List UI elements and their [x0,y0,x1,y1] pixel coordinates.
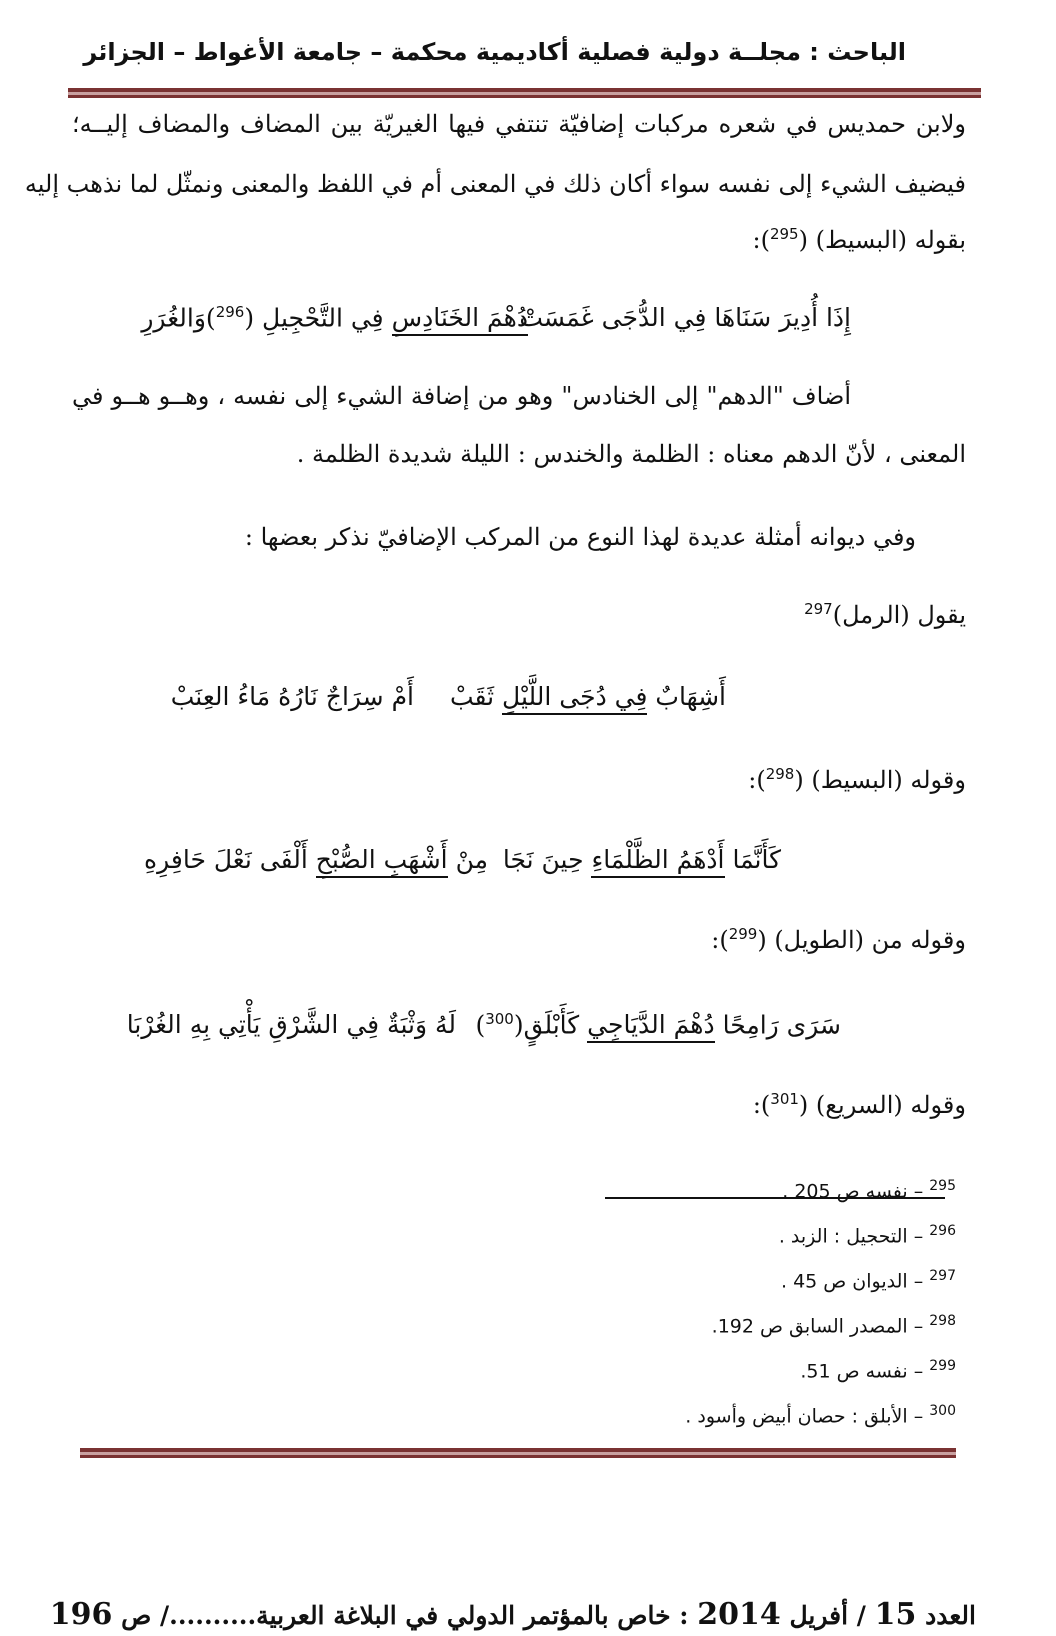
footnote-ref: 298 [765,765,795,783]
footnote-ref: 301 [770,1090,799,1108]
footnote-ref: 297 [804,600,833,618]
issue-number: 15 [874,1597,917,1632]
verse-text: ) [475,1010,486,1040]
verse-text: حِينَ نَجَا [502,845,592,874]
footnote-text: – نفسه ص 51. [800,1360,924,1383]
issue-month: أفريل [789,1601,849,1630]
issue-year: 2014 [697,1597,781,1632]
meter-intro: وقوله (السريع) ( [798,1091,966,1119]
paragraph-line [72,600,966,630]
paragraph-line: أضاف "الدهم" إلى الخنادس" وهو من إضافة الشيء إلى نفسه ، وهــو هــو في [72,382,851,410]
verse-text: )وَالغُرَرِ [141,303,216,333]
verse-text: مِنْ [447,845,488,874]
verse-hemistich-right [450,682,726,711]
verse-text: أَلْفَى نَعْلَ حَافِرِهِ [144,845,316,874]
footnote-text: – الأبلق : حصان أبيض وأسود . [685,1405,924,1428]
meter-intro-end: ): [748,766,766,794]
paragraph-line [72,765,966,795]
verse-hemistich-left: لَهُ وَثْبَةٌ فِي الشَّرْقِ يَأْتِي بِهِ الغُرْبَا [126,1010,456,1039]
paragraph-line: فيضيف الشيء إلى نفسه سواء أكان ذلك في المعنى أم في اللفظ والمعنى ونمثّل لما نذهب إليه [24,170,966,198]
footnote-ref: 300 [485,1010,514,1028]
footnote-item [685,1403,956,1427]
verse-text: فِي التَّحْجِيلِ ( [244,303,392,333]
footnote-number: 297 [929,1268,956,1284]
underlined-phrase: دُهْمَ الدَّيَاجِي [587,1010,714,1043]
paragraph-line: وفي ديوانه أمثلة عديدة لهذا النوع من المركب الإضافيّ نذكر بعضها : [244,523,916,551]
meter-intro: بقوله (البسيط) ( [798,226,966,254]
meter-intro: وقوله (البسيط) ( [794,766,966,794]
footnote-item [712,1313,956,1337]
verse-hemistich-left [144,845,488,874]
meter-intro-end: ): [752,1091,771,1119]
footnote-text: – الديوان ص 45 . [780,1270,924,1293]
footnote-number: 296 [929,1223,956,1239]
page-number: 196 [49,1597,113,1632]
verse-hemistich-right: إِذَا أُدِيرَ سَنَاهَا فِي الدُّجَى غَمَسَتْ [519,303,851,332]
verse-hemistich-right [503,845,781,874]
page-footer [49,1597,976,1632]
special-issue-note: : خاص بالمؤتمر الدولي في البلاغة العربية........../ [160,1601,689,1630]
meter-intro: يقول (الرمل) [832,601,966,629]
page-label: ص [121,1601,152,1630]
meter-intro-end: ): [752,226,770,254]
underlined-phrase: أَدْهَمُ الظَّلْمَاءِ [591,845,724,878]
verse-hemistich-right [475,1010,841,1039]
verse-text: سَرَى رَامِحًا [714,1010,841,1040]
paragraph-line [72,225,966,255]
verse-hemistich-left: أَمْ سِرَاجٌ نَارُهُ مَاءُ العِنَبْ [170,682,414,711]
footnote-number: 300 [929,1403,956,1419]
footnote-item [781,1268,956,1292]
footer-divider [80,1448,956,1458]
footnote-item [800,1358,956,1382]
footnote-text: – نفسه ص 205 . [782,1180,924,1203]
header-divider [68,88,981,98]
paragraph-line: المعنى ، لأنّ الدهم معناه : الظلمة والخندس : الليلة شديدة الظلمة . [296,440,966,468]
verse-text: كَأَبْلَقٍ( [513,1010,588,1040]
footnote-text: – المصدر السابق ص 192. [711,1315,924,1338]
footnote-item [782,1178,956,1202]
underlined-phrase: دُهْمَ الخَنَادِسِ [392,303,528,336]
paragraph-line: ولابن حمديس في شعره مركبات إضافيّة تنتفي فيها الغيريّة بين المضاف والمضاف إليــه؛ [72,110,966,138]
footnote-number: 295 [929,1178,956,1194]
footnote-ref: 299 [728,925,758,943]
underlined-phrase: فِي دُجَى اللَّيْلِ [502,682,647,715]
meter-intro: وقوله من (الطويل) ( [757,926,966,954]
footnote-number: 299 [929,1358,956,1374]
verse-text: كَأَنَّمَا [724,845,781,874]
paragraph-line [72,1090,966,1120]
paragraph-line [72,925,966,955]
footer-separator: / [856,1601,866,1630]
footnote-text: – التحجيل : الزبد . [778,1225,924,1248]
footnote-number: 298 [929,1313,956,1329]
footnote-ref: 296 [215,303,245,321]
footnote-ref: 295 [769,225,799,243]
footnote-item [779,1223,956,1247]
underlined-phrase: أَشْهَبِ الصُّبْحِ [316,845,448,878]
verse-hemistich-left [141,303,528,332]
verse-text: أَشِهَابٌ [647,682,726,711]
meter-intro-end: ): [711,926,729,954]
issue-label: العدد [925,1601,976,1630]
verse-text: ثَقَبْ [449,682,503,711]
journal-header: الباحث : مجلــة دولية فصلية أكاديمية محكمة – جامعة الأغواط – الجزائر [83,38,906,66]
